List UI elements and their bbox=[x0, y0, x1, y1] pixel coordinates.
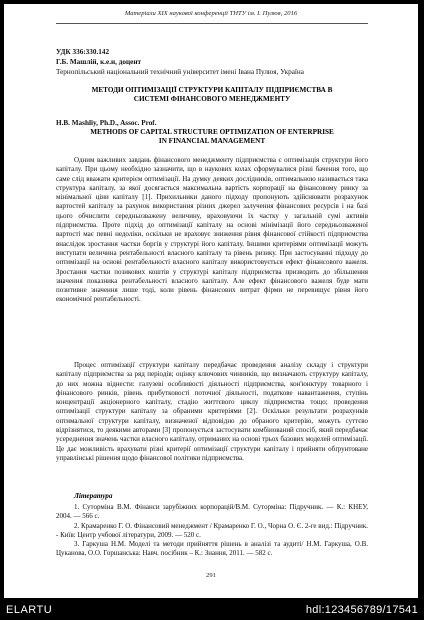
reference-item: 1. Суторміна В.М. Фінанси зарубіжних корпорацій/В.М. Суторміна: Підручник. — К.: КНЕУ, 2004. — 566 с. bbox=[56, 503, 368, 521]
title-en-line-2: IN FINANCIAL MANAGEMENT bbox=[158, 137, 266, 145]
running-header: Матеріали ХІХ наукової конференції ТНТУ ім. І. Пулюя, 2016 bbox=[124, 10, 298, 17]
title-en bbox=[56, 128, 368, 146]
reference-item: 3. Гаркуша Н.М. Моделі та методи прийняття рішень в аналізі та аудиті/ Н.М. Гаркуша, О.В. Цуканова, О.О. Горшанська: Навч. посібник – К.: Знання, 2011. — 582 с. bbox=[56, 540, 368, 558]
paragraph-1: Одним важливих завдань фінансового менеджменту підприємства є оптимізація структури його капіталу. При цьому необхідно зазначити, що в наукових колах сформувалися різні бачення того, що саме слід вважати критерієм оптимізації. На думку деяких дослідників, оптимальною називається така структура капіталу, за якої досягається максимальна вартість корпорації на фінансовому ринку за мінімальної ціни капіталу [1]. Прихильники даного підходу пропонують здійснювати розрахунок вартостей капіталу за рахунок використання різних джерел залучення фінансових ресурсів і на базі цього обчислити середньозважену величину, враховуючи їх частку у загальній сумі активів підприємства. Проте підхід до оптимізації капіталу на основі мінімізації його середньозваженої вартості має певні недоліки, оскільки не враховує зниження рівня фінансової стійкості підприємства внаслідок зростання частки боргів у структурі його капіталу. Іншими критеріями оптимізації можуть виступати величина рентабельності власного капіталу та рівень ризику. При застосуванні підходу до оптимізації на основі рентабельності власного капіталу використовується ефект фінансового важеля. Зростання частки позикових коштів у структурі капіталу підприємства призводить до збільшення значення показника рентабельності власного капіталу. Але ефект фінансового важеля буде мати позитивне значення лише тоді, коли рівень фінансових витрат фірми не перевищує рівня його економічної рентабельності. bbox=[56, 156, 368, 304]
literature-heading: Література bbox=[74, 492, 113, 500]
paper-page bbox=[4, 4, 418, 598]
repository-label: ELARTU bbox=[6, 604, 53, 616]
udc-code: УДК 336:330.142 bbox=[56, 48, 110, 56]
reference-item: 2. Крамаренко Г. О. Фінансовий менеджмент / Крамаренко Г. О., Чорна О. Є. 2-ге вид.: Підручник. - Київ: Центр учбової літератури, 2009. — 520 с. bbox=[56, 521, 368, 539]
header-rule bbox=[56, 23, 368, 24]
title-en-line-1: METHODS OF CAPITAL STRUCTURE OPTIMIZATION OF ENTERPRISE bbox=[90, 128, 334, 136]
paragraph-2: Процес оптимізації структури капіталу передбачає проведення аналізу складу і структури капіталу підприємства за ряд періодів; оцінку ключових чинників, що визначають структуру капіталу, до них можна віднести: галузеві особливості діяльності підприємства, кон'юнктуру товарного і фінансового ринків, рівень прибутковості поточної діяльності, податкове навантаження, ступінь концентрації акціонерного капіталу, стадію життєвого циклу підприємства тощо; проведення оптимізації структури капіталу за обраними критеріями [2]. Оскільки результати розрахунків оптимальної структури капіталу, визначеної відповідно до обраного критерію, можуть суттєво відрізнятися, то деякими авторами [3] пропонується застосувати комбінований спосіб, який передбачає усереднення значень частки власного капіталу, отриманих на основі трьох базових моделей оптимізації. Це дає можливість врахувати різні критерії оптимізації структури капіталу і прийняти обґрунтоване управлінські рішення щодо фінансової політики підприємства. bbox=[56, 361, 368, 462]
title-ua bbox=[56, 86, 368, 104]
author-en: H.B. Mashliy, Ph.D., Assoc. Prof. bbox=[56, 119, 157, 127]
title-ua-line-2: СИСТЕМІ ФІНАНСОВОГО МЕНЕДЖМЕНТУ bbox=[133, 95, 291, 103]
title-ua-line-1: МЕТОДИ ОПТИМІЗАЦІЇ СТРУКТУРИ КАПІТАЛУ ПІДПРИЄМСТВА В bbox=[91, 86, 333, 94]
viewer-footer-bar bbox=[0, 600, 424, 620]
page-number: 291 bbox=[206, 572, 216, 579]
handle-identifier: hdl:123456789/17541 bbox=[305, 604, 418, 616]
author-ua: Г.Б. Машлій, к.е.н, доцент bbox=[56, 58, 142, 66]
affiliation-ua: Тернопільський національний технічний університет імені Івана Пулюя, Україна bbox=[56, 68, 304, 76]
references-list bbox=[56, 503, 368, 559]
